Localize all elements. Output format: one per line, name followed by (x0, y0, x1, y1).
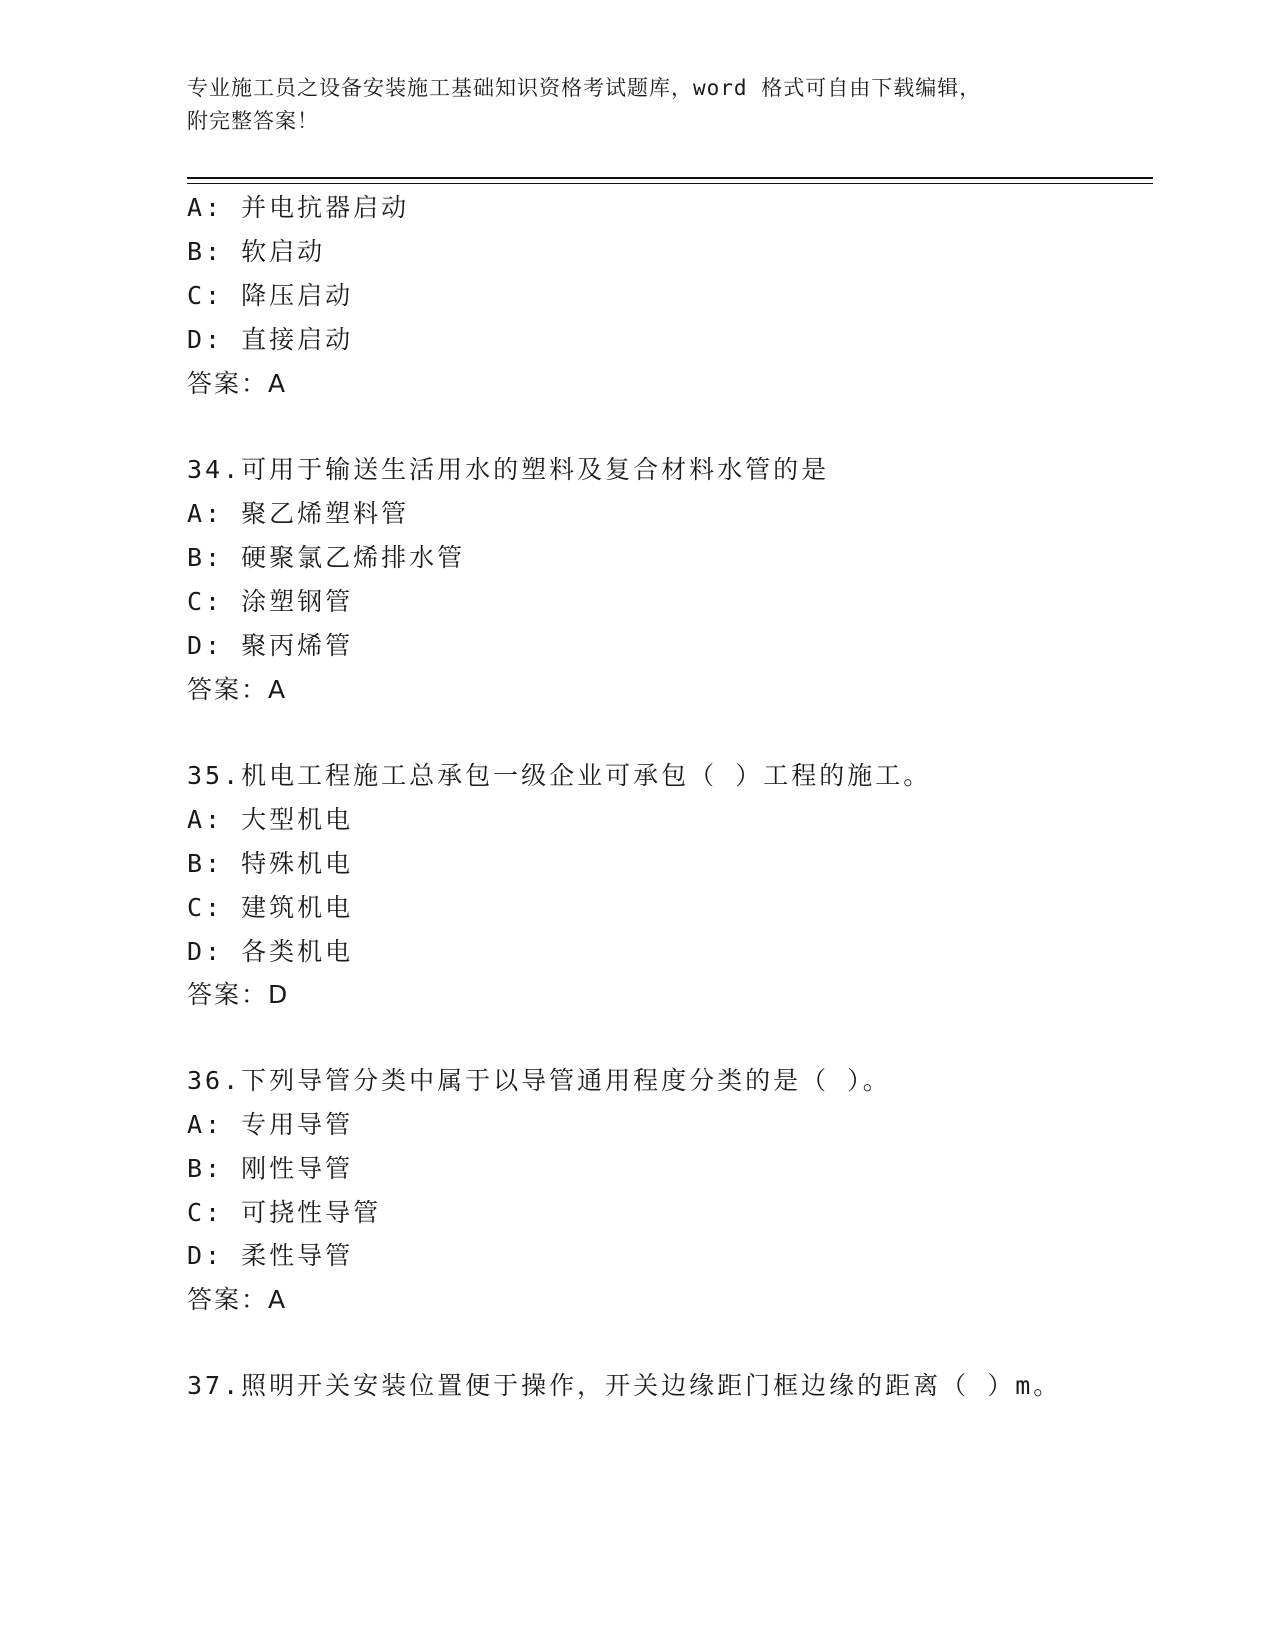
q33-option-c: C: 降压启动 (187, 281, 354, 310)
q36-answer: 答案：A (187, 1285, 288, 1314)
q35-answer: 答案：D (187, 980, 290, 1009)
q35-question: 35.机电工程施工总承包一级企业可承包（ ）工程的施工。 (187, 761, 932, 790)
q35-option-c: C: 建筑机电 (187, 893, 354, 922)
q33-answer: 答案：A (187, 369, 288, 398)
document-header (187, 72, 1087, 138)
q36-option-c: C: 可挠性导管 (187, 1198, 382, 1227)
q34-option-a: A: 聚乙烯塑料管 (187, 499, 410, 528)
q34-answer: 答案：A (187, 675, 288, 704)
q36-option-d: D: 柔性导管 (187, 1241, 354, 1270)
q35-option-a: A: 大型机电 (187, 805, 354, 834)
q37-question: 37.照明开关安装位置便于操作，开关边缘距门框边缘的距离（ ）m。 (187, 1371, 1062, 1400)
q36-option-a: A: 专用导管 (187, 1110, 354, 1139)
q36-question: 36.下列导管分类中属于以导管通用程度分类的是（ ）。 (187, 1066, 891, 1095)
q33-option-a: A: 并电抗器启动 (187, 193, 410, 222)
q34-option-d: D: 聚丙烯管 (187, 631, 354, 660)
q33-option-d: D: 直接启动 (187, 325, 354, 354)
q36-option-b: B: 刚性导管 (187, 1154, 354, 1183)
q34-option-b: B: 硬聚氯乙烯排水管 (187, 543, 466, 572)
header-line-1: 专业施工员之设备安装施工基础知识资格考试题库，word 格式可自由下载编辑， (187, 76, 982, 100)
header-divider-thick (187, 177, 1153, 179)
q34-question: 34.可用于输送生活用水的塑料及复合材料水管的是 (187, 455, 830, 484)
q34-option-c: C: 涂塑钢管 (187, 587, 354, 616)
header-divider-thin (187, 183, 1153, 184)
q35-option-b: B: 特殊机电 (187, 849, 354, 878)
header-line-2: 附完整答案！ (187, 109, 319, 133)
q33-option-b: B: 软启动 (187, 237, 326, 266)
q35-option-d: D: 各类机电 (187, 937, 354, 966)
